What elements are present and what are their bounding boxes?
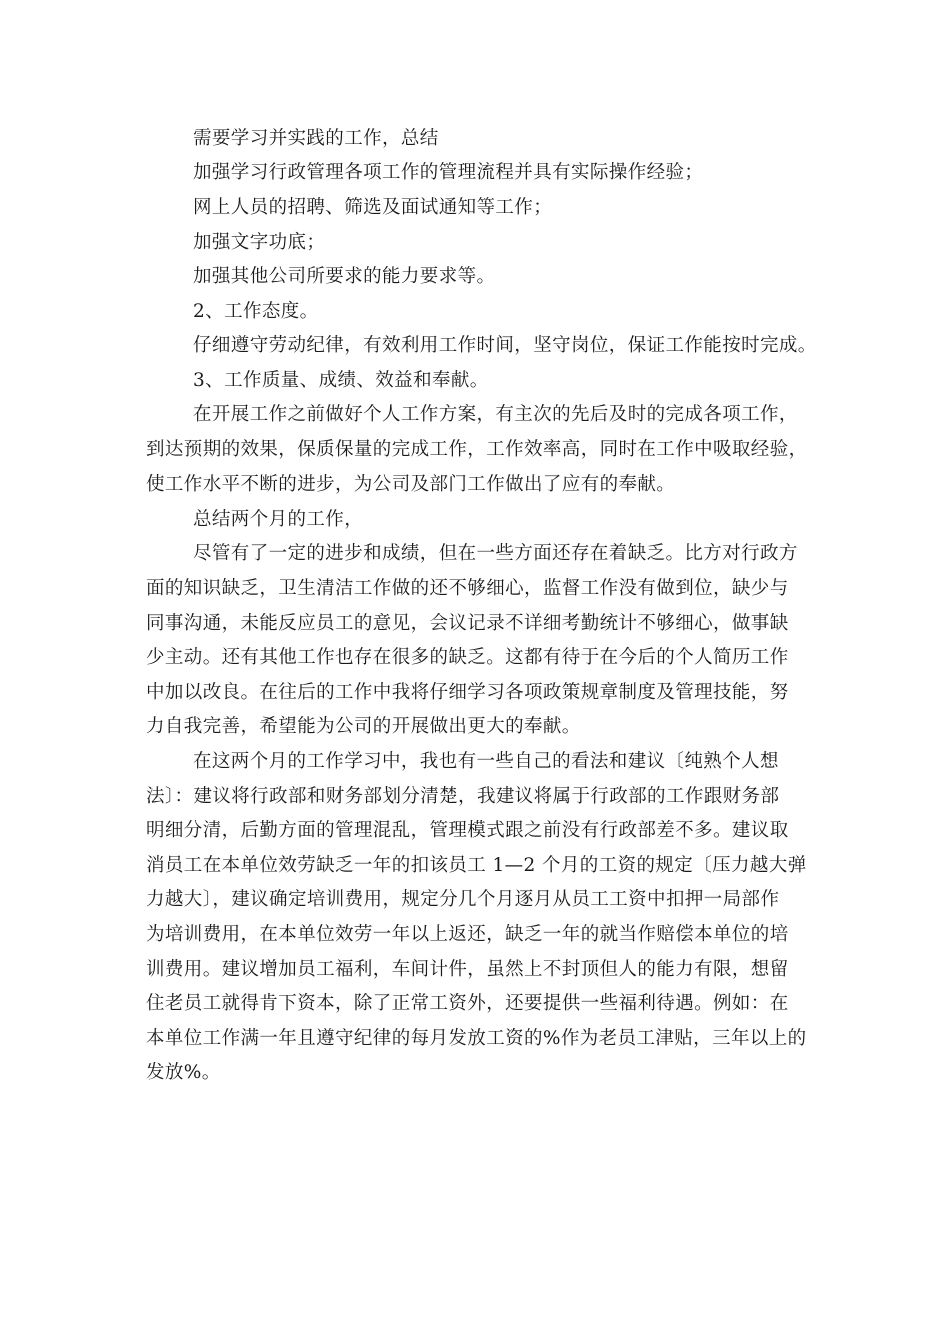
text-line: 住老员工就得肯下资本，除了正常工资外，还要提供一些福利待遇。例如：在	[146, 993, 789, 1014]
section-heading: 2、工作态度。	[193, 301, 319, 322]
text-line: 少主动。还有其他工作也存在很多的缺乏。这都有待于在今后的个人简历工作	[146, 647, 789, 668]
text-line: 加强学习行政管理各项工作的管理流程并具有实际操作经验；	[193, 162, 704, 183]
text-line: 网上人员的招聘、筛选及面试通知等工作；	[193, 197, 553, 218]
text-line: 发放%。	[146, 1062, 221, 1083]
text-line: 需要学习并实践的工作，总结	[193, 128, 439, 149]
text-line: 加强其他公司所要求的能力要求等。	[193, 266, 496, 287]
text-line: 使工作水平不断的进步，为公司及部门工作做出了应有的奉献。	[146, 474, 676, 495]
text-line: 同事沟通，未能反应员工的意见，会议记录不详细考勤统计不够细心，做事缺	[146, 613, 789, 634]
text-line: 面的知识缺乏，卫生清洁工作做的还不够细心，监督工作没有做到位，缺少与	[146, 578, 789, 599]
text-line: 在开展工作之前做好个人工作方案，有主次的先后及时的完成各项工作，	[193, 404, 798, 425]
text-line: 仔细遵守劳动纪律，有效利用工作时间，坚守岗位，保证工作能按时完成。	[193, 335, 817, 356]
text-line: 训费用。建议增加员工福利，车间计件，虽然上不封顶但人的能力有限，想留	[146, 959, 789, 980]
text-line: 本单位工作满一年且遵守纪律的每月发放工资的%作为老员工津贴，三年以上的	[146, 1028, 807, 1049]
text-line: 消员工在本单位效劳缺乏一年的扣该员工 1—2 个月的工资的规定〔压力越大弹	[146, 855, 807, 876]
text-line: 明细分清，后勤方面的管理混乱，管理模式跟之前没有行政部差不多。建议取	[146, 820, 789, 841]
text-line: 总结两个月的工作，	[193, 509, 364, 530]
section-heading: 3、工作质量、成绩、效益和奉献。	[193, 370, 489, 391]
text-line: 力越大〕，建议确定培训费用，规定分几个月逐月从员工工资中扣押一局部作	[146, 889, 780, 910]
text-line: 加强文字功底；	[193, 232, 326, 253]
text-line: 法〕：建议将行政部和财务部划分清楚，我建议将属于行政部的工作跟财务部	[146, 786, 780, 807]
text-line: 力自我完善，希望能为公司的开展做出更大的奉献。	[146, 716, 581, 737]
text-line: 在这两个月的工作学习中，我也有一些自己的看法和建议〔纯熟个人想	[193, 751, 779, 772]
text-line: 尽管有了一定的进步和成绩，但在一些方面还存在着缺乏。比方对行政方	[193, 543, 798, 564]
text-line: 为培训费用，在本单位效劳一年以上返还，缺乏一年的就当作赔偿本单位的培	[146, 924, 789, 945]
text-line: 到达预期的效果，保质保量的完成工作，工作效率高，同时在工作中吸取经验，	[146, 439, 808, 460]
text-line: 中加以改良。在往后的工作中我将仔细学习各项政策规章制度及管理技能，努	[146, 682, 789, 703]
